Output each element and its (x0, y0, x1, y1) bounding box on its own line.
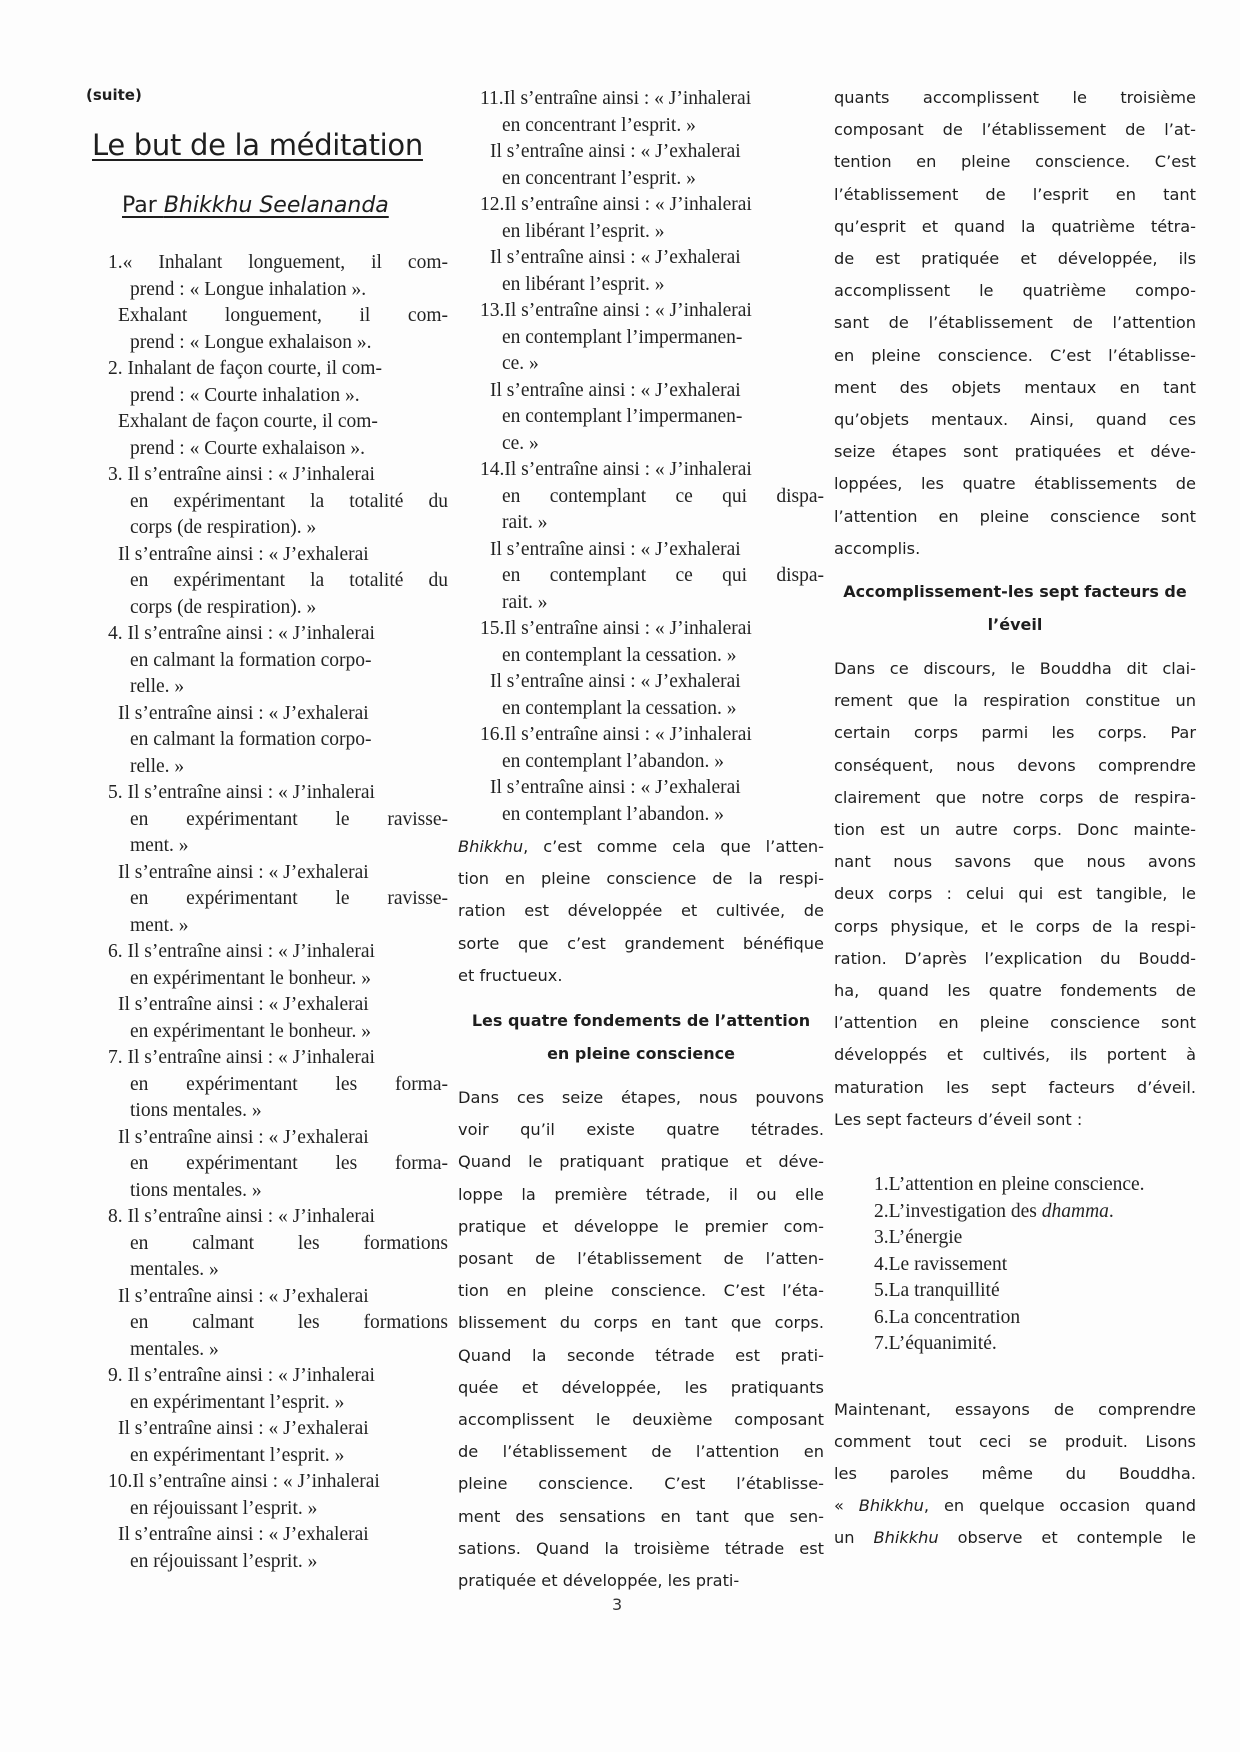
list-line: en calmant la formation corpo- (130, 649, 372, 671)
italic-term: Bhikkhu (873, 1528, 939, 1548)
paragraph-line: conséquent, nous devons comprendre (834, 755, 1196, 775)
list-line: 2. Inhalant de façon courte, il com- (108, 358, 382, 379)
closing-paragraph (834, 1394, 1196, 1555)
paragraph-line: les paroles même du Bouddha. (834, 1464, 1196, 1483)
page-number: 3 (612, 1595, 623, 1614)
paragraph-line: sorte que c’est grandement bénéfique (458, 933, 824, 953)
column-2 (458, 86, 824, 1597)
paragraph-line: seize étapes sont pratiquées et déve- (834, 442, 1196, 462)
paragraph-line: Dans ce discours, le Bouddha dit clai- (834, 659, 1196, 679)
paragraph-line: ha, quand les quatre fondements de (834, 981, 1196, 1001)
paragraph-line: composant de l’établissement de l’at- (834, 120, 1196, 140)
list-line: 16.Il s’entraîne ainsi : « J’inhalerai (480, 724, 752, 745)
list-line: mentales. » (130, 1259, 219, 1280)
paragraph-line: ment des sensations en tant que sen- (458, 1506, 824, 1526)
factor-item: 3.L’énergie (874, 1227, 963, 1249)
paragraph-line: voir qu’il existe quatre tétrades. (458, 1120, 824, 1140)
list-line: Exhalant de façon courte, il com- (118, 411, 378, 432)
paragraph-line: loppe la première tétrade, il ou elle (458, 1184, 824, 1204)
list-line: Il s’entraîne ainsi : « J’exhalerai (490, 671, 741, 692)
paragraph-line: sant de l’établissement de l’attention (834, 313, 1196, 333)
list-line: 8. Il s’entraîne ainsi : « J’inhalerai (108, 1206, 375, 1227)
paragraph-line: de est pratiquée et développée, ils (834, 249, 1196, 269)
list-line: en expérimentant l’esprit. » (130, 1444, 345, 1466)
paragraph-line: deux corps : celui qui est tangible, le (834, 884, 1196, 904)
list-line: Il s’entraîne ainsi : « J’exhalerai (118, 1418, 369, 1439)
list-line: relle. » (130, 676, 185, 697)
paragraph-line: corps physique, et le corps de la respi- (834, 916, 1196, 936)
byline-prefix: Par (122, 193, 164, 218)
list-line: 3. Il s’entraîne ainsi : « J’inhalerai (108, 464, 375, 485)
list-line: en expérimentant les forma- (130, 1153, 448, 1174)
list-line: corps (de respiration). » (130, 596, 317, 618)
four-foundations-paragraph (458, 1082, 824, 1597)
paragraph-line: pleine conscience. C’est l’établisse- (458, 1474, 824, 1494)
factor-item: 6.La concentration (874, 1306, 1021, 1328)
list-line: prend : « Longue inhalation ». (130, 278, 367, 300)
list-line: en expérimentant le ravisse- (130, 888, 448, 909)
list-line: 15.Il s’entraîne ainsi : « J’inhalerai (480, 618, 752, 639)
list-line: 13.Il s’entraîne ainsi : « J’inhalerai (480, 300, 752, 321)
paragraph-line: Dans ces seize étapes, nous pouvons (458, 1088, 824, 1108)
paragraph-line: ration est développée et cultivée, de (458, 901, 824, 921)
list-line: en contemplant l’abandon. » (502, 750, 725, 772)
seven-factors-intro-paragraph (834, 653, 1196, 1136)
paragraph-line: Quand le pratiquant pratique et déve- (458, 1152, 824, 1172)
list-line: corps (de respiration). » (130, 517, 317, 538)
list-line: en libérant l’esprit. » (502, 273, 665, 295)
list-line: Il s’entraîne ainsi : « J’exhalerai (490, 379, 741, 401)
list-line: 6. Il s’entraîne ainsi : « J’inhalerai (108, 941, 375, 962)
paragraph-line: Bhikkhu, c’est comme cela que l’atten- (458, 837, 824, 856)
paragraph-line: tion est un autre corps. Donc mainte- (834, 820, 1196, 840)
list-line: en contemplant l’abandon. » (502, 803, 725, 825)
list-line: Il s’entraîne ainsi : « J’exhalerai (118, 1126, 369, 1148)
paragraph-line: l’attention en pleine conscience sont (834, 1013, 1196, 1033)
paragraph-line: pratiquée et développée, les prati- (458, 1571, 740, 1591)
list-line: en expérimentant le ravisse- (130, 808, 448, 830)
section-heading-seven-factors (834, 575, 1196, 641)
list-line: Il s’entraîne ainsi : « J’exhalerai (490, 141, 741, 162)
paragraph-line: tion en pleine conscience de la respi- (458, 869, 824, 889)
continuation-paragraph (834, 82, 1196, 565)
paragraph-line: certain corps parmi les corps. Par (834, 723, 1196, 743)
list-line: en contemplant l’impermanen- (502, 326, 743, 348)
paragraph-line: Les sept facteurs d’éveil sont : (834, 1109, 1083, 1129)
list-line: 4. Il s’entraîne ainsi : « J’inhalerai (108, 623, 375, 644)
factor-item: 1.L’attention en pleine conscience. (874, 1174, 1145, 1196)
list-line: en concentrant l’esprit. » (502, 114, 696, 136)
list-line: en contemplant la cessation. » (502, 697, 737, 719)
list-line: en expérimentant les forma- (130, 1073, 448, 1095)
list-line: en calmant les formations (130, 1312, 448, 1333)
list-line: en réjouissant l’esprit. » (130, 1497, 318, 1519)
list-line: ce. » (502, 353, 539, 374)
list-line: en concentrant l’esprit. » (502, 167, 696, 189)
breathing-steps-continued (458, 86, 824, 828)
list-line: en calmant les formations (130, 1232, 448, 1254)
list-line: mentales. » (130, 1338, 219, 1360)
list-line: en expérimentant la totalité du (130, 570, 448, 591)
paragraph-line: accomplissent le deuxième composant (458, 1410, 824, 1430)
list-line: en contemplant l’impermanen- (502, 406, 743, 427)
paragraph-line: maturation les sept facteurs d’éveil. (834, 1077, 1196, 1097)
paragraph-line: quée et développée, les pratiquants (458, 1377, 824, 1397)
paragraph-line: tion en pleine conscience. C’est l’éta- (458, 1281, 824, 1301)
list-line: prend : « Courte exhalaison ». (130, 437, 366, 459)
paragraph-line: développés et cultivés, ils portent à (834, 1045, 1196, 1065)
list-line: en expérimentant le bonheur. » (130, 967, 371, 989)
paragraph-line: blissement du corps en tant que corps. (458, 1313, 824, 1333)
list-line: Il s’entraîne ainsi : « J’exhalerai (118, 702, 369, 724)
article-title: Le but de la méditation (92, 128, 423, 162)
list-line: prend : « Longue exhalaison ». (130, 331, 372, 353)
conclusion-paragraph (458, 831, 824, 992)
factor-item: 4.Le ravissement (874, 1253, 1008, 1275)
list-line: 10.Il s’entraîne ainsi : « J’inhalerai (108, 1471, 380, 1492)
list-line: rait. » (502, 591, 548, 613)
list-line: 12.Il s’entraîne ainsi : « J’inhalerai (480, 194, 752, 215)
column-3 (834, 82, 1196, 1555)
byline-author: Bhikkhu Seelananda (163, 193, 389, 218)
paragraph-line: rement que la respiration constitue un (834, 691, 1196, 711)
list-line: prend : « Courte inhalation ». (130, 384, 360, 406)
paragraph-line: clairement que notre corps de respira- (834, 787, 1196, 807)
heading-line-2: en pleine conscience (547, 1044, 735, 1064)
paragraph-line: sations. Quand la troisième tétrade est (458, 1538, 824, 1558)
paragraph-line: tention en pleine conscience. C’est (834, 152, 1196, 172)
list-line: en libérant l’esprit. » (502, 220, 665, 242)
paragraph-line: « Bhikkhu, en quelque occasion quand (834, 1496, 1196, 1516)
list-line: 1.« Inhalant longuement, il com- (108, 252, 448, 273)
list-line: tions mentales. » (130, 1100, 262, 1121)
italic-term: Bhikkhu (458, 837, 524, 856)
factor-item: 2.L’investigation des dhamma. (874, 1200, 1114, 1222)
author-byline (122, 193, 389, 218)
paragraph-line: l’attention en pleine conscience sont (834, 506, 1196, 526)
italic-term: dhamma (1041, 1200, 1109, 1222)
list-line: 11.Il s’entraîne ainsi : « J’inhalerai (480, 88, 752, 109)
list-line: 7. Il s’entraîne ainsi : « J’inhalerai (108, 1047, 375, 1068)
paragraph-line: en pleine conscience. C’est l’établisse- (834, 345, 1196, 365)
list-line: relle. » (130, 755, 185, 777)
list-line: Il s’entraîne ainsi : « J’exhalerai (118, 994, 369, 1015)
list-line: tions mentales. » (130, 1179, 262, 1201)
list-line: Il s’entraîne ainsi : « J’exhalerai (118, 1285, 369, 1307)
list-line: Il s’entraîne ainsi : « J’exhalerai (118, 1524, 369, 1545)
section-heading-four-foundations (458, 1004, 824, 1070)
paragraph-line: un Bhikkhu observe et contemple le (834, 1528, 1196, 1548)
list-line: en contemplant la cessation. » (502, 644, 737, 666)
list-line: ment. » (130, 914, 189, 936)
list-line: ce. » (502, 432, 539, 454)
paragraph-line: l’établissement de l’esprit en tant (834, 184, 1196, 204)
list-line: 14.Il s’entraîne ainsi : « J’inhalerai (480, 459, 752, 480)
list-line: en contemplant ce qui dispa- (502, 565, 824, 586)
paragraph-line: ment des objets mentaux en tant (834, 377, 1196, 397)
list-line: 5. Il s’entraîne ainsi : « J’inhalerai (108, 782, 375, 803)
column-1-breathing-steps (86, 250, 448, 1575)
list-line: Il s’entraîne ainsi : « J’exhalerai (118, 861, 369, 883)
paragraph-line: posant de l’établissement de l’atten- (458, 1249, 824, 1269)
list-line: Il s’entraîne ainsi : « J’exhalerai (490, 247, 741, 268)
factor-item: 5.La tranquillité (874, 1280, 1000, 1302)
paragraph-line: Quand la seconde tétrade est prati- (458, 1345, 824, 1365)
seven-factors-list (834, 1172, 1196, 1358)
paragraph-line: pratique et développe le premier com- (458, 1216, 824, 1236)
list-line: 9. Il s’entraîne ainsi : « J’inhalerai (108, 1365, 375, 1386)
list-line: en expérimentant l’esprit. » (130, 1391, 345, 1413)
paragraph-line: loppées, les quatre établissements de (834, 474, 1196, 494)
paragraph-line: accomplissent le quatrième compo- (834, 281, 1196, 301)
paragraph-line: accomplis. (834, 538, 921, 558)
list-line: rait. » (502, 512, 548, 533)
list-line: ment. » (130, 835, 189, 856)
paragraph-line: et fructueux. (458, 965, 563, 985)
paragraph-line: qu’objets mentaux. Ainsi, quand ces (834, 410, 1196, 430)
list-line: Il s’entraîne ainsi : « J’exhalerai (490, 538, 741, 560)
list-line: en expérimentant le bonheur. » (130, 1020, 371, 1042)
heading-line-1: Accomplissement-les sept facteurs de (843, 582, 1187, 602)
heading-line-1: Les quatre fondements de l’attention (471, 1011, 811, 1031)
italic-term: Bhikkhu (858, 1496, 924, 1516)
paragraph-line: Maintenant, essayons de comprendre (834, 1399, 1196, 1419)
paragraph-line: qu’esprit et quand la quatrième tétra- (834, 216, 1196, 236)
list-line: en contemplant ce qui dispa- (502, 485, 824, 507)
factor-item: 7.L’équanimité. (874, 1333, 997, 1355)
list-line: en expérimentant la totalité du (130, 490, 448, 512)
list-line: en réjouissant l’esprit. » (130, 1550, 318, 1572)
paragraph-line: de l’établissement de l’attention en (458, 1442, 824, 1462)
heading-line-2: l’éveil (987, 615, 1043, 635)
list-line: Exhalant longuement, il com- (118, 305, 448, 326)
paragraph-line: comment tout ceci se produit. Lisons (834, 1431, 1196, 1451)
paragraph-line: quants accomplissent le troisième (834, 88, 1196, 107)
paragraph-line: nant nous savons que nous avons (834, 852, 1196, 872)
continued-label: (suite) (86, 86, 142, 104)
list-line: Il s’entraîne ainsi : « J’exhalerai (490, 777, 741, 798)
list-line: en calmant la formation corpo- (130, 729, 372, 750)
list-line: Il s’entraîne ainsi : « J’exhalerai (118, 543, 369, 565)
paragraph-line: ration. D’après l’explication du Boudd- (834, 948, 1196, 968)
